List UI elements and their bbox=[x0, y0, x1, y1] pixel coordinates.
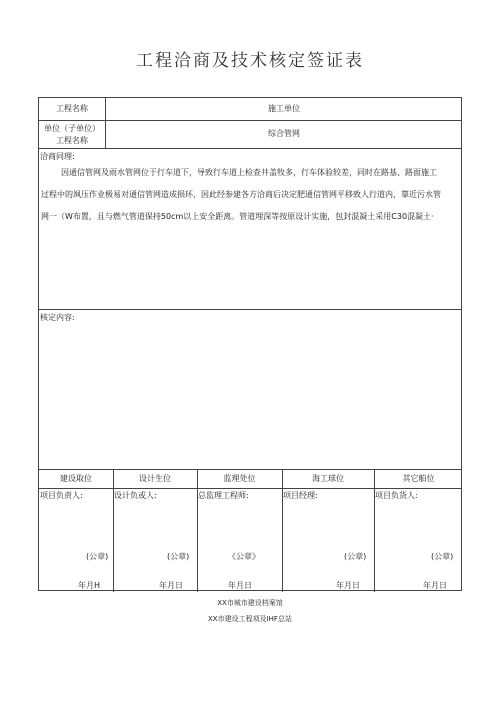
footer-station-line: XX市建设工程项及IHF总站 bbox=[208, 615, 292, 623]
table-rule bbox=[39, 120, 461, 121]
construction-unit-label: 施工单位 bbox=[268, 104, 300, 113]
verification-label: 核定内容: bbox=[40, 313, 75, 322]
seal-placeholder: (公章) bbox=[86, 552, 109, 561]
seal-placeholder: (公章) bbox=[167, 552, 190, 561]
project-name-label: 工程名称 bbox=[56, 104, 88, 113]
seal-placeholder: 《公章》 bbox=[228, 552, 260, 561]
date-field: 年月日 bbox=[423, 581, 447, 590]
unit-value: 综合管网 bbox=[268, 129, 300, 138]
negotiation-label: 洽商同理: bbox=[40, 152, 75, 161]
date-field: 年月日 bbox=[336, 581, 360, 590]
signature-person-label: 设计负或人: bbox=[114, 491, 157, 500]
table-rule bbox=[197, 469, 198, 592]
document-title: 工程洽商及技术核定签证表 bbox=[136, 51, 364, 71]
table-rule bbox=[39, 469, 461, 470]
table-rule bbox=[374, 469, 375, 592]
form-table bbox=[38, 97, 462, 591]
signature-unit-label: 设计生位 bbox=[139, 474, 171, 483]
unit-label-line-1: 单位（子单位） bbox=[44, 124, 100, 133]
signature-unit-label: 其它舶位 bbox=[402, 474, 435, 483]
seal-placeholder: (公章) bbox=[431, 552, 454, 561]
date-field: 年月H bbox=[78, 581, 101, 590]
negotiation-line: 网一（W布置，且与燃气管道保持50cm以上安全距离。管道埋深等按原设计实施，包封混凝土采用C30混凝土· bbox=[41, 212, 434, 221]
seal-placeholder: (公章) bbox=[344, 552, 367, 561]
table-rule bbox=[39, 488, 461, 489]
unit-label-line-2: 工程名称 bbox=[56, 136, 88, 145]
signature-unit-label: 建设取位 bbox=[60, 474, 92, 483]
signature-person-label: 项目负责人: bbox=[40, 491, 83, 500]
negotiation-line: 因通信管网及雨水管网位于行车道下，导致行车道上检查井盖牧多，行车体验较差，同时在路基、路面施工 bbox=[61, 168, 437, 177]
footer-archive-line: XX市城市建设档案馆 bbox=[217, 599, 283, 607]
date-field: 年月日 bbox=[228, 581, 252, 590]
table-rule bbox=[113, 469, 114, 592]
signature-unit-label: 海工球位 bbox=[312, 474, 344, 483]
signature-person-label: 总监理工程师: bbox=[198, 491, 249, 500]
table-rule bbox=[282, 469, 283, 592]
table-rule bbox=[39, 148, 461, 149]
signature-person-label: 项目经理: bbox=[283, 491, 318, 500]
negotiation-line: 过程中的飒压作业极易对通信管网造成损环，因此经参建各方洽商后决定肥通信管网平移致人行道内，靠近污水管 bbox=[41, 190, 441, 199]
signature-person-label: 项目负货人: bbox=[375, 491, 418, 500]
signature-unit-label: 监理处位 bbox=[223, 474, 256, 483]
table-rule bbox=[39, 309, 461, 310]
date-field: 年月日 bbox=[159, 581, 183, 590]
